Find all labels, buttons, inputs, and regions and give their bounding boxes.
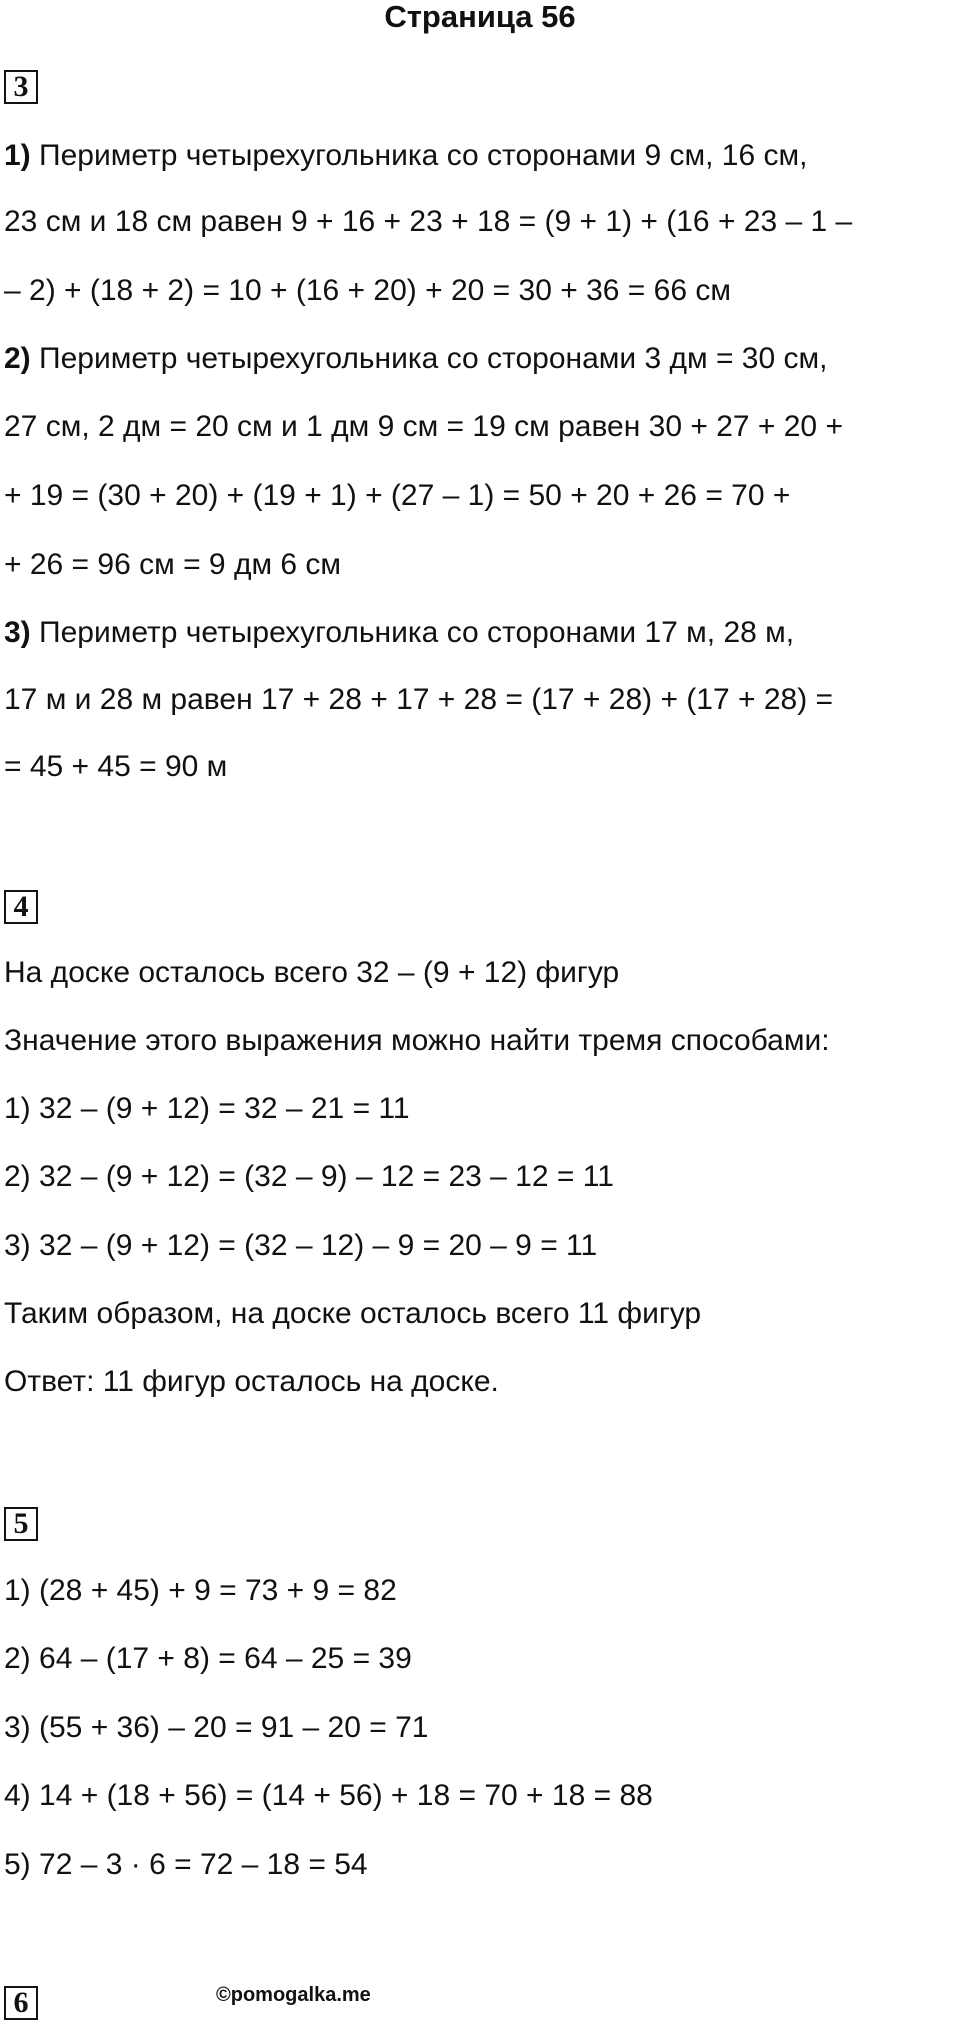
task4-line: 3) 32 – (9 + 12) = (32 – 12) – 9 = 20 – 9 = 11	[4, 1229, 598, 1262]
task3-item3-line3: = 45 + 45 = 90 м	[4, 750, 228, 783]
task4-line: 1) 32 – (9 + 12) = 32 – 21 = 11	[4, 1092, 410, 1125]
task-number-3: 3	[4, 70, 38, 104]
task-number-4: 4	[4, 890, 38, 924]
task-number-5: 5	[4, 1507, 38, 1541]
task4-line: 2) 32 – (9 + 12) = (32 – 9) – 12 = 23 – 12 = 11	[4, 1160, 614, 1193]
task3-item3-line2: 17 м и 28 м равен 17 + 28 + 17 + 28 = (17 + 28) + (17 + 28) =	[4, 683, 834, 716]
task3-item1-line2: 23 см и 18 см равен 9 + 16 + 23 + 18 = (9 + 1) + (16 + 23 – 1 –	[4, 205, 853, 238]
task3-item3-label: 3)	[4, 616, 31, 649]
task5-line: 2) 64 – (17 + 8) = 64 – 25 = 39	[4, 1642, 412, 1675]
page-title: Страница 56	[384, 0, 576, 34]
task3-item2-line3: + 19 = (30 + 20) + (19 + 1) + (27 – 1) = 50 + 20 + 26 = 70 +	[4, 479, 791, 512]
task3-item1-text: Периметр четырехугольника со сторонами 9 см, 16 см,	[30, 139, 808, 172]
task3-item3-line1	[4, 615, 794, 651]
task3-item3-text: Периметр четырехугольника со сторонами 17 м, 28 м,	[30, 616, 795, 649]
task5-line: 4) 14 + (18 + 56) = (14 + 56) + 18 = 70 + 18 = 88	[4, 1779, 653, 1812]
task3-item2-label: 2)	[4, 342, 31, 375]
watermark: ©pomogalka.me	[216, 1984, 371, 2006]
task5-line: 3) (55 + 36) – 20 = 91 – 20 = 71	[4, 1711, 429, 1744]
task3-item1-label: 1)	[4, 139, 31, 172]
task3-item1-line1	[4, 138, 807, 174]
task5-line: 5) 72 – 3 · 6 = 72 – 18 = 54	[4, 1848, 368, 1881]
task4-line: На доске осталось всего 32 – (9 + 12) фигур	[4, 956, 620, 989]
task-number-6: 6	[4, 1986, 38, 2020]
task3-item2-line1	[4, 341, 827, 377]
task5-line: 1) (28 + 45) + 9 = 73 + 9 = 82	[4, 1574, 397, 1607]
task3-item2-line2: 27 см, 2 дм = 20 см и 1 дм 9 см = 19 см равен 30 + 27 + 20 +	[4, 410, 843, 443]
task3-item2-text: Периметр четырехугольника со сторонами 3 дм = 30 см,	[30, 342, 828, 375]
task4-line: Значение этого выражения можно найти тремя способами:	[4, 1024, 830, 1057]
task4-line: Таким образом, на доске осталось всего 11 фигур	[4, 1297, 702, 1330]
task3-item1-line3: – 2) + (18 + 2) = 10 + (16 + 20) + 20 = 30 + 36 = 66 см	[4, 274, 731, 307]
task3-item2-line4: + 26 = 96 см = 9 дм 6 см	[4, 548, 342, 581]
task4-answer: Ответ: 11 фигур осталось на доске.	[4, 1365, 499, 1398]
